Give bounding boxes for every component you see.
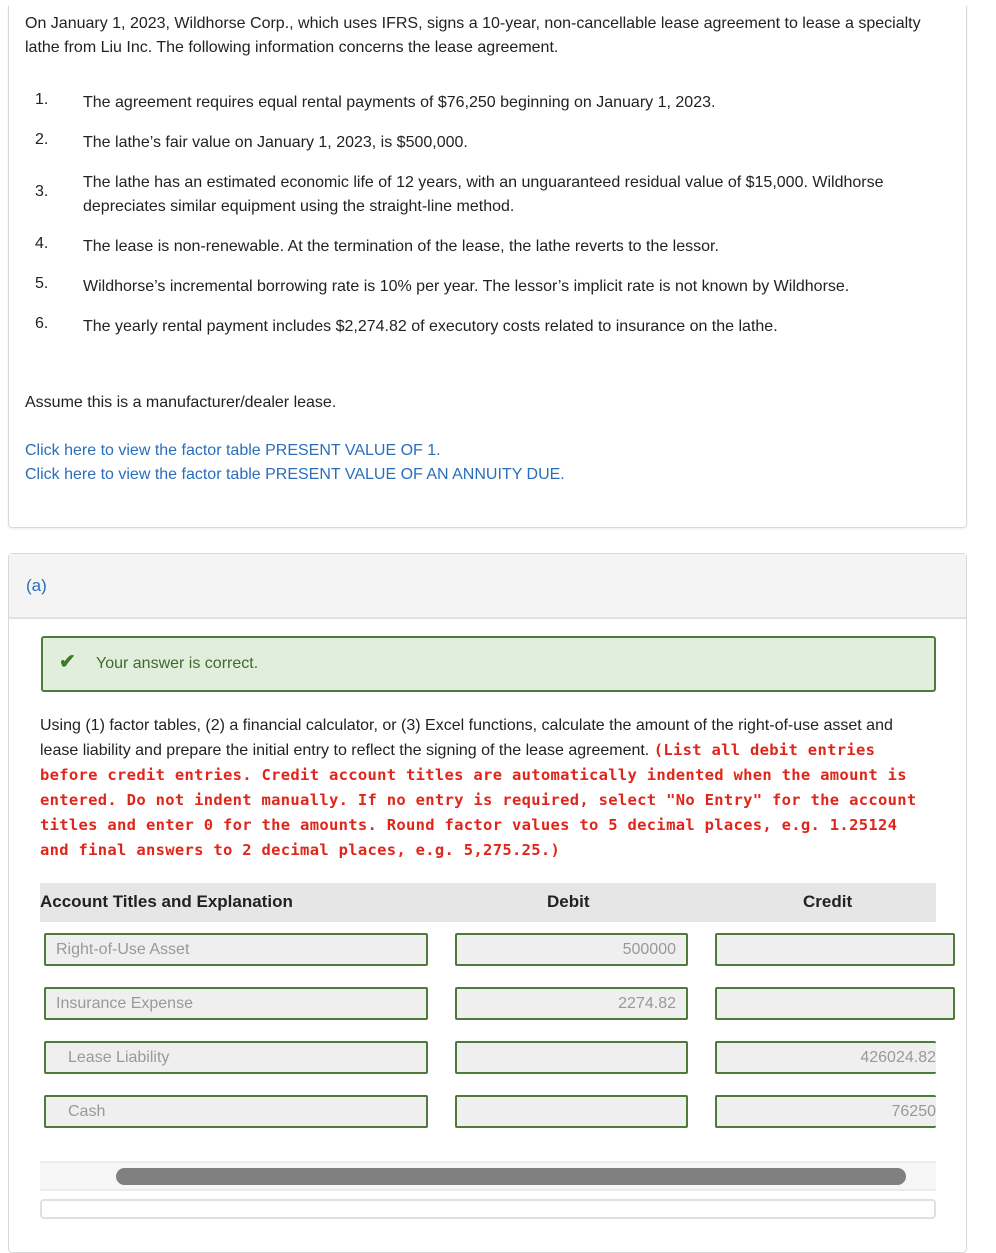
item-text: The lease is non-renewable. At the termination of the lease, the lathe reverts to the lessor. xyxy=(83,238,719,255)
account-input[interactable]: Cash xyxy=(44,1095,428,1128)
instructions xyxy=(40,714,930,863)
header-credit: Credit xyxy=(803,892,853,911)
assumption-text: Assume this is a manufacturer/dealer lease. xyxy=(25,394,337,411)
item-number: 5. xyxy=(35,275,49,292)
page-edge xyxy=(968,0,996,1210)
table-header xyxy=(40,883,936,922)
item-number: 1. xyxy=(35,91,49,108)
account-input[interactable]: Right-of-Use Asset xyxy=(44,933,428,966)
header-debit: Debit xyxy=(547,892,590,911)
item-number: 2. xyxy=(35,131,49,148)
credit-input[interactable]: 426024.82 xyxy=(715,1041,936,1074)
item-number: 4. xyxy=(35,235,49,252)
part-header xyxy=(9,554,966,619)
part-label: (a) xyxy=(26,576,47,595)
item-text: The agreement requires equal rental payments of $76,250 beginning on January 1, 2023. xyxy=(83,94,716,111)
item-text: The lathe’s fair value on January 1, 2023, is $500,000. xyxy=(83,134,468,151)
account-input[interactable]: Lease Liability xyxy=(44,1041,428,1074)
instructions-text: Using (1) factor tables, (2) a financial calculator, or (3) Excel functions, calculate the amount of the right-of-use asset and lease liability and prepare the initial entry to reflect the signing of the lease agreement. xyxy=(40,717,893,759)
debit-input[interactable] xyxy=(455,1041,688,1074)
checkmark-icon: ✔ xyxy=(59,651,76,673)
item-number: 6. xyxy=(35,315,49,332)
next-section xyxy=(40,1199,936,1219)
account-input[interactable]: Insurance Expense xyxy=(44,987,428,1020)
debit-input[interactable]: 500000 xyxy=(455,933,688,966)
item-text: The yearly rental payment includes $2,274.82 of executory costs related to insurance on the lathe. xyxy=(83,318,778,335)
item-number: 3. xyxy=(35,183,49,200)
debit-input[interactable]: 2274.82 xyxy=(455,987,688,1020)
horizontal-scrollbar[interactable] xyxy=(40,1161,936,1191)
credit-input[interactable] xyxy=(715,987,955,1020)
pv-of-1-link[interactable]: Click here to view the factor table PRESENT VALUE OF 1. xyxy=(25,442,441,459)
feedback-text: Your answer is correct. xyxy=(96,655,259,672)
credit-input[interactable]: 76250 xyxy=(715,1095,936,1128)
item-text: Wildhorse’s incremental borrowing rate is 10% per year. The lessor’s implicit rate is not known by Wildhorse. xyxy=(83,278,850,295)
pv-annuity-due-link[interactable]: Click here to view the factor table PRESENT VALUE OF AN ANNUITY DUE. xyxy=(25,466,565,483)
credit-input[interactable] xyxy=(715,933,955,966)
instructions-note: (List all debit entries before credit entries. Credit account titles are automatically indented when the amount is entered. Do not indent manually. If no entry is required, select "No Entry" for the account titles and enter 0 for the amounts. Round factor values to 5 decimal places, e.g. 1.25124 and final answers to 2 decimal places, e.g. 5,275.25.) xyxy=(40,741,917,859)
scrollbar-thumb[interactable] xyxy=(116,1168,906,1185)
feedback-banner xyxy=(41,636,936,692)
problem-intro: On January 1, 2023, Wildhorse Corp., which uses IFRS, signs a 10-year, non-cancellable lease agreement to lease a specialty lathe from Liu Inc. The following information concerns the lease agreement. xyxy=(25,15,921,56)
item-text: The lathe has an estimated economic life of 12 years, with an unguaranteed residual value of $15,000. Wildhorse depreciates similar equipment using the straight-line method. xyxy=(83,174,884,215)
debit-input[interactable] xyxy=(455,1095,688,1128)
header-account: Account Titles and Explanation xyxy=(40,892,293,911)
